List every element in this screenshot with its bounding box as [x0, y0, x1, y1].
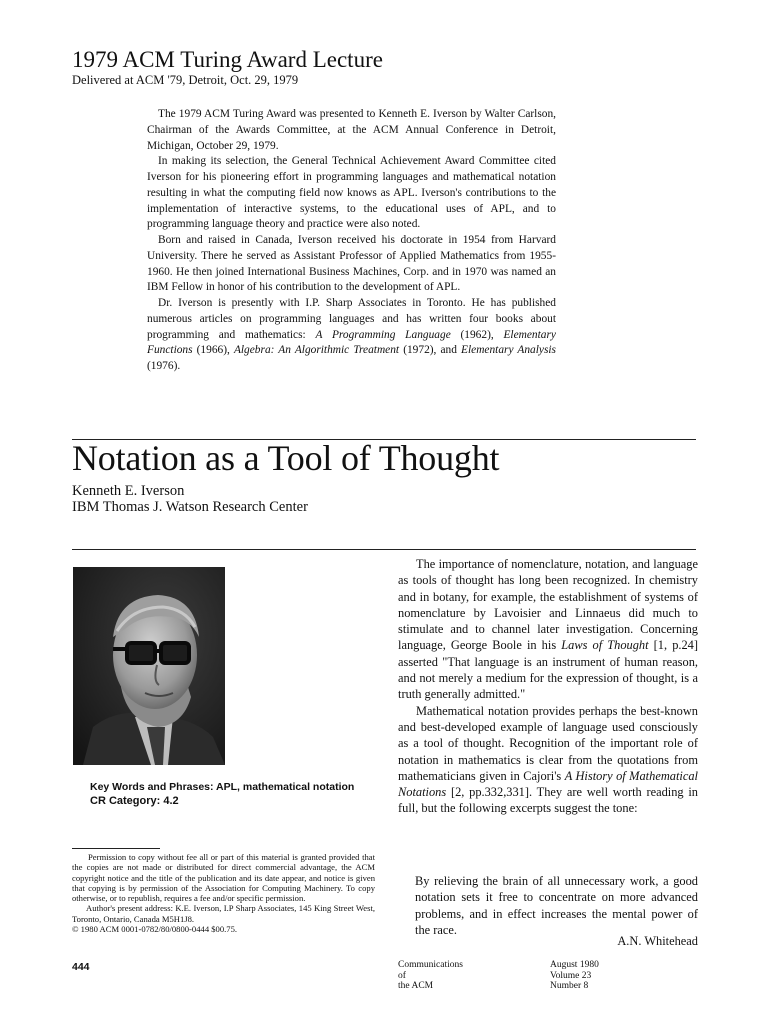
cited-work-title: A History of Mathematical Notations — [398, 768, 698, 800]
footer-issue-number: Number 8 — [550, 981, 589, 991]
footnote-rule — [72, 848, 160, 849]
keywords-block — [72, 780, 372, 808]
intro-text: (1966), — [192, 344, 234, 357]
footer-journal-line: Communications — [398, 960, 463, 970]
title-rule-bottom — [72, 549, 696, 550]
body-column — [398, 556, 698, 817]
permission-text: Permission to copy without fee all or part of this material is granted provided that the copies are not made or distributed for direct commercial advantage, the ACM copyright notice and the title of the publication and its date appear, and notice is given that copying is by permission of the Association for Computing Machinery. To copy otherwise, or to republish, requires a fee and/or specific permission. — [72, 852, 375, 903]
body-text: The importance of nomenclature, notation, and language as tools of thought has long been recognized. In chemistry and in botany, for example, the establishment of systems of nomenclature by Lavoisier and Linnaeus did much to stimulate and to channel later investigation. Concerning language, George Boole in his — [398, 557, 698, 653]
intro-text: (1972), and — [399, 344, 462, 357]
author-address: Author's present address: K.E. Iverson, I.P Sharp Associates, 145 King Street West, Toronto, Ontario, Canada M5H1J8. — [72, 903, 375, 924]
intro-paragraph: In making its selection, the General Technical Achievement Award Committee cited Iverson for his pioneering effort in programming languages and mathematical notation resulting in what the computing field now knows as APL. Iverson's contributions to the implementation of interactive systems, to the educational uses of APL, and to programming language theory and practice were also noted. — [147, 155, 556, 231]
footer-issue-info — [550, 960, 599, 992]
book-title: Elementary Functions — [147, 328, 556, 357]
intro-paragraph: Born and raised in Canada, Iverson received his doctorate in 1954 from Harvard University. There he served as Assistant Professor of Applied Mathematics from 1955-1960. He then joined International Business Machines, Corp. and in 1970 was named an IBM Fellow in honor of his contribution to the development of APL. — [147, 234, 556, 294]
intro-text: Dr. Iverson is presently with I.P. Sharp Associates in Toronto. He has published numerous articles on programming languages and has written four books about programming and mathematics: — [147, 297, 556, 341]
permission-notice — [72, 852, 375, 934]
lecture-delivery-line: Delivered at ACM '79, Detroit, Oct. 29, 1979 — [72, 73, 299, 87]
block-quote: By relieving the brain of all unnecessary work, a good notation sets it free to concentrate on more advanced problems, and in effect increases the mental power of the race. — [415, 874, 698, 937]
book-title: A Programming Language — [315, 328, 451, 341]
intro-text: (1962), — [450, 328, 504, 341]
intro-text: (1976). — [147, 360, 181, 372]
body-text: [2, pp.332,331]. They are well worth reading in full, but the following excerpts suggest the tone: — [398, 785, 698, 816]
book-title: Algebra: An Algorithmic Treatment — [233, 344, 400, 357]
copyright-line: © 1980 ACM 0001-0782/80/0800-0444 $00.75. — [72, 923, 238, 934]
body-paragraph — [398, 556, 698, 703]
footer-issue-date: August 1980 — [550, 960, 599, 970]
page-number: 444 — [72, 961, 90, 973]
keywords-phrases: Key Words and Phrases: APL, mathematical notation — [90, 781, 355, 793]
author-name: Kenneth E. Iverson — [72, 483, 185, 499]
award-introduction — [147, 107, 556, 375]
footer-issue-volume: Volume 23 — [550, 970, 592, 981]
intro-paragraph — [147, 296, 556, 375]
author-portrait-photo — [73, 567, 225, 765]
cr-category: CR Category: 4.2 — [90, 795, 179, 807]
author-affiliation: IBM Thomas J. Watson Research Center — [72, 499, 308, 515]
body-text: [1, p.24] asserted "That language is an instrument of human reason, and not merely a medium for the expression of thought, is a truth generally admitted." — [398, 638, 698, 702]
cited-work-title: Laws of Thought — [561, 638, 649, 653]
footer-journal-line: of — [398, 970, 406, 981]
footer-journal-line: the ACM — [398, 981, 434, 991]
quote-attribution: A.N. Whitehead — [617, 934, 698, 948]
book-title: Elementary Analysis — [461, 344, 556, 357]
footer-journal-name — [398, 960, 463, 992]
body-text: Mathematical notation provides perhaps the best-known and best-developed example of language used consciously as a tool of thought. Recognition of the important role of notation in mathematics is clear from the quotations from mathematicians given in Cajori's — [398, 703, 698, 783]
intro-paragraph: The 1979 ACM Turing Award was presented to Kenneth E. Iverson by Walter Carlson, Chairman of the Awards Committee, at the ACM Annual Conference in Detroit, Michigan, October 29, 1979. — [147, 108, 556, 152]
lecture-heading: 1979 ACM Turing Award Lecture — [72, 47, 383, 72]
body-paragraph — [398, 703, 698, 817]
paper-title: Notation as a Tool of Thought — [72, 438, 500, 478]
